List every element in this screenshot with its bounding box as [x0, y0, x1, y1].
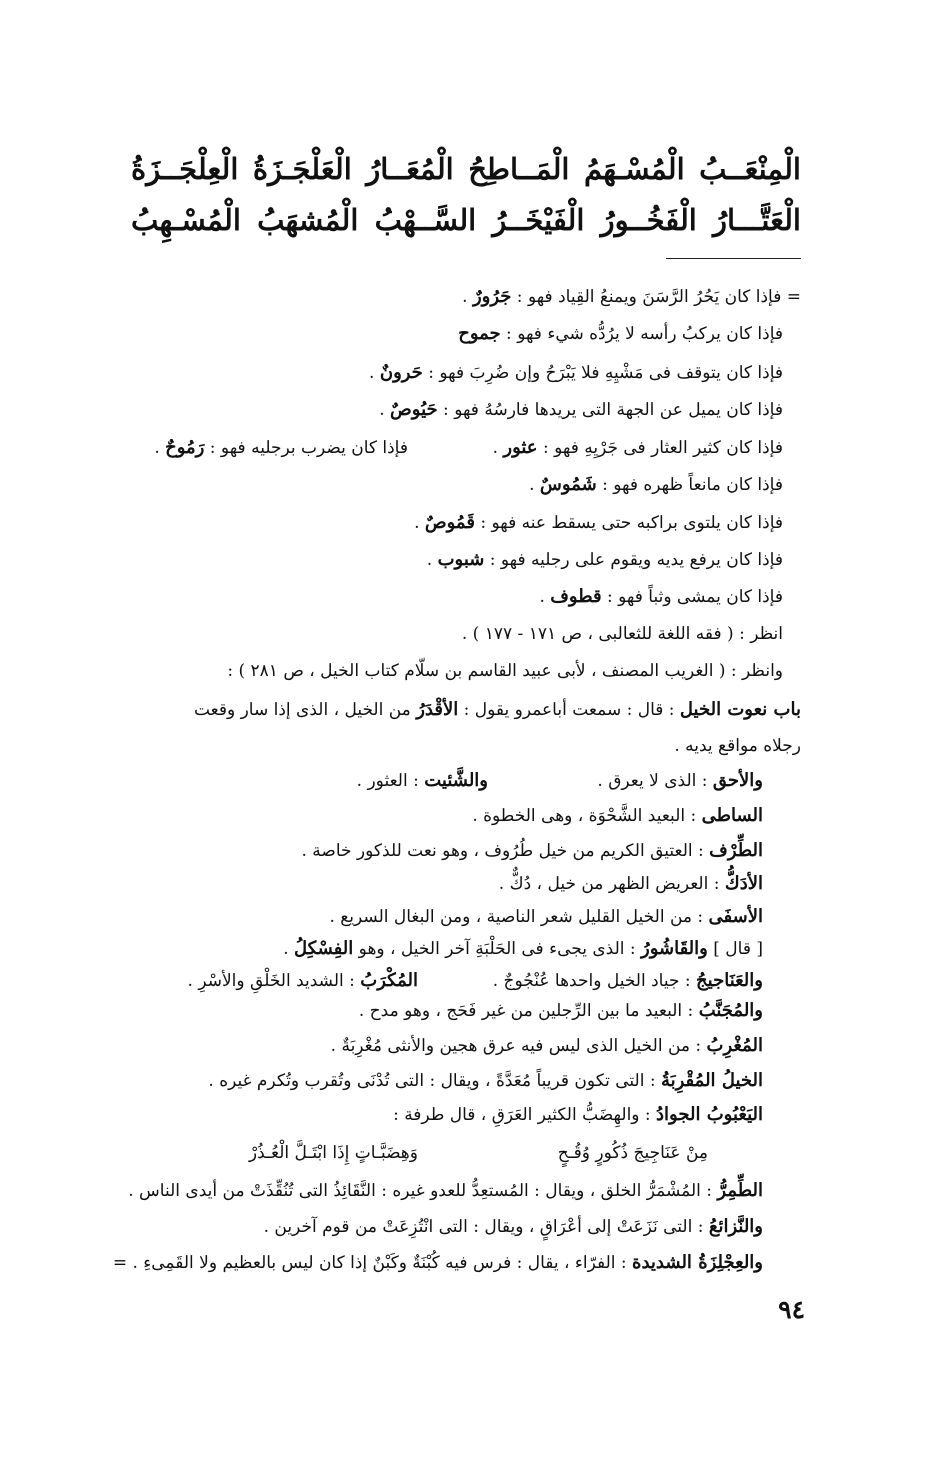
text-line: باب نعوت الخيل : قال : سمعت أباعمرو يقول : الأقْدَرُ من الخيل ، الذى إذا سار وقعت — [193, 699, 801, 720]
poem-word: الْمَــاطِحُ — [468, 152, 570, 186]
text-line: والعَنَاجيجُ : جياد الخيل واحدها عُنْجُوجٌ . — [492, 970, 763, 991]
poem-word: الْمُشهَبُ — [257, 203, 359, 237]
poem-word: الْمُسْـهَمُ — [583, 152, 685, 186]
poem-word: الْفَيْخَــرُ — [492, 203, 585, 237]
poem-word: الْعَلْجَـزَةُ — [252, 152, 352, 186]
poem-word: الْعَتَّـــارُ — [713, 203, 801, 237]
text-line: فإذا كان يمشى وثباً فهو : قطوف . — [539, 586, 783, 607]
text-line: المُكْرَبُ : الشديد الخَلْقِ والأسْرِ . — [187, 970, 418, 991]
text-line: الطِّمِرُّ : المُشْمَرُّ الخلق ، ويقال : المُستعِدُّ للعدو غيره : النَّقَائِذُ التى تُنُقِّذَتْ من أيدى الناس . — [128, 1180, 763, 1201]
text-line: فإذا كان يميل عن الجهة التى يريدها فارسُهُ فهو : حَيُوصٌ . — [379, 399, 783, 420]
text-line: [ قال ] والقَاشُورُ : الذى يجىء فى الحَلْبَةِ آخر الخيل ، وهو الفِسْكِلُ . — [283, 938, 763, 959]
poem-word: الْمُعَــارُ — [366, 152, 454, 186]
text-line: والمُجَنَّبُ : البعيد ما بين الرِّجلين من غير فَحَج ، وهو مدح . — [358, 1000, 763, 1021]
text-line: رجلاه مواقع يديه . — [674, 736, 801, 756]
text-line: الخيلُ المُقْرِبَةُ : التى تكون قريباً مُعَدَّةً ، ويقال : التى تُدْنَى وتُقرب وتُكرم غيره . — [208, 1070, 763, 1091]
text-line: فإذا كان يركبُ رأسه لا يرُدُّه شيء فهو : جموح — [458, 323, 783, 344]
text-line: فإذا كان يلتوى براكبه حتى يسقط عنه فهو : قَمُوصٌ . — [414, 512, 783, 533]
text-line: فإذا كان يرفع يديه ويقوم على رجليه فهو : شبوب . — [426, 549, 783, 570]
text-line: والعِجْلِزَةُ الشديدة : الفرّاء ، يقال : فرس فيه كُبْنَةٌ وكَبْنٌ إذا كان ليس بالعظيم ولا القَمِىءِ . = — [112, 1252, 763, 1273]
poem-word: الْمُسْـهِبُ — [131, 203, 241, 237]
verse-hemistich-1: مِنْ عَنَاجِيجَ ذُكُورٍ وُقُـحٍ — [557, 1143, 708, 1163]
text-line: فإذا كان يتوقف فى مَشْيِهِ فلا يَبْرَحُ وإن ضُرِبَ فهو : حَرونٌ . — [369, 362, 783, 383]
page-number: ٩٤ — [778, 1295, 805, 1324]
text-line: فإذا كان مانعاً ظهره فهو : شَمُوسٌ . — [529, 474, 783, 495]
text-line: فإذا كان يضرب برجليه فهو : رَمُوحٌ . — [154, 437, 408, 458]
text-line: وانظر : ( الغريب المصنف ، لأبى عبيد القاسم بن سلّام كتاب الخيل ، ص ٢٨١ ) : — [227, 661, 783, 681]
text-line: والأحق : الذى لا يعرق . — [597, 770, 763, 791]
verse-hemistich-2: وَهِضَبَّـاتٍ إِذَا ابْتَـلَّ الْعُـذُرْ — [248, 1143, 418, 1163]
poem-row-2 — [131, 203, 801, 237]
poem-word: السَّــهْبُ — [374, 203, 477, 237]
text-line: والشَّئيت : العثور . — [356, 770, 488, 791]
text-line: انظر : ( فقه اللغة للثعالبى ، ص ١٧١ - ١٧٧ ) . — [461, 624, 783, 644]
text-line: الأدَكُّ : العريض الظهر من خيل ، دُكٌّ . — [498, 873, 763, 894]
poem-word: الْفَخُــورُ — [600, 203, 697, 237]
text-line: المُغْرِبُ : من الخيل الذى ليس فيه عرق هجين والأنثى مُغْرِبَةٌ . — [330, 1035, 763, 1056]
text-line: والنَّزائعُ : التى نَزَعَتْ إلى أعْرَاقٍ ، ويقال : التى انْتُزِعَتْ من قوم آخرين . — [263, 1216, 763, 1237]
text-line: الساطى : البعيد الشَّحْوَة ، وهى الخطوة . — [472, 805, 763, 826]
poem-word: الْعِلْجَــزَةُ — [131, 152, 239, 186]
text-line: = فإذا كان يَحُرُ الرَّسَنَ ويمنعُ القِياد فهو : جَرُورٌ . — [462, 286, 801, 307]
text-line: الطِّرْف : العتيق الكريم من خيل طُرُوف ، وهو نعت للذكور خاصة . — [301, 840, 763, 861]
text-line: اليَعْبُوبُ الجوادُ : والهِضَبُّ الكثير العَرَقِ ، قال طرفة : — [393, 1104, 763, 1125]
poem-word: الْمِنْعَــبُ — [699, 152, 801, 186]
text-line: فإذا كان كثير العثار فى جَرْيِهِ فهو : عثور . — [492, 437, 783, 458]
text-line: الأسفَى : من الخيل القليل شعر الناصية ، ومن البغال السريع . — [329, 906, 763, 927]
footnote-divider — [666, 258, 801, 259]
poem-row-1 — [131, 152, 801, 186]
